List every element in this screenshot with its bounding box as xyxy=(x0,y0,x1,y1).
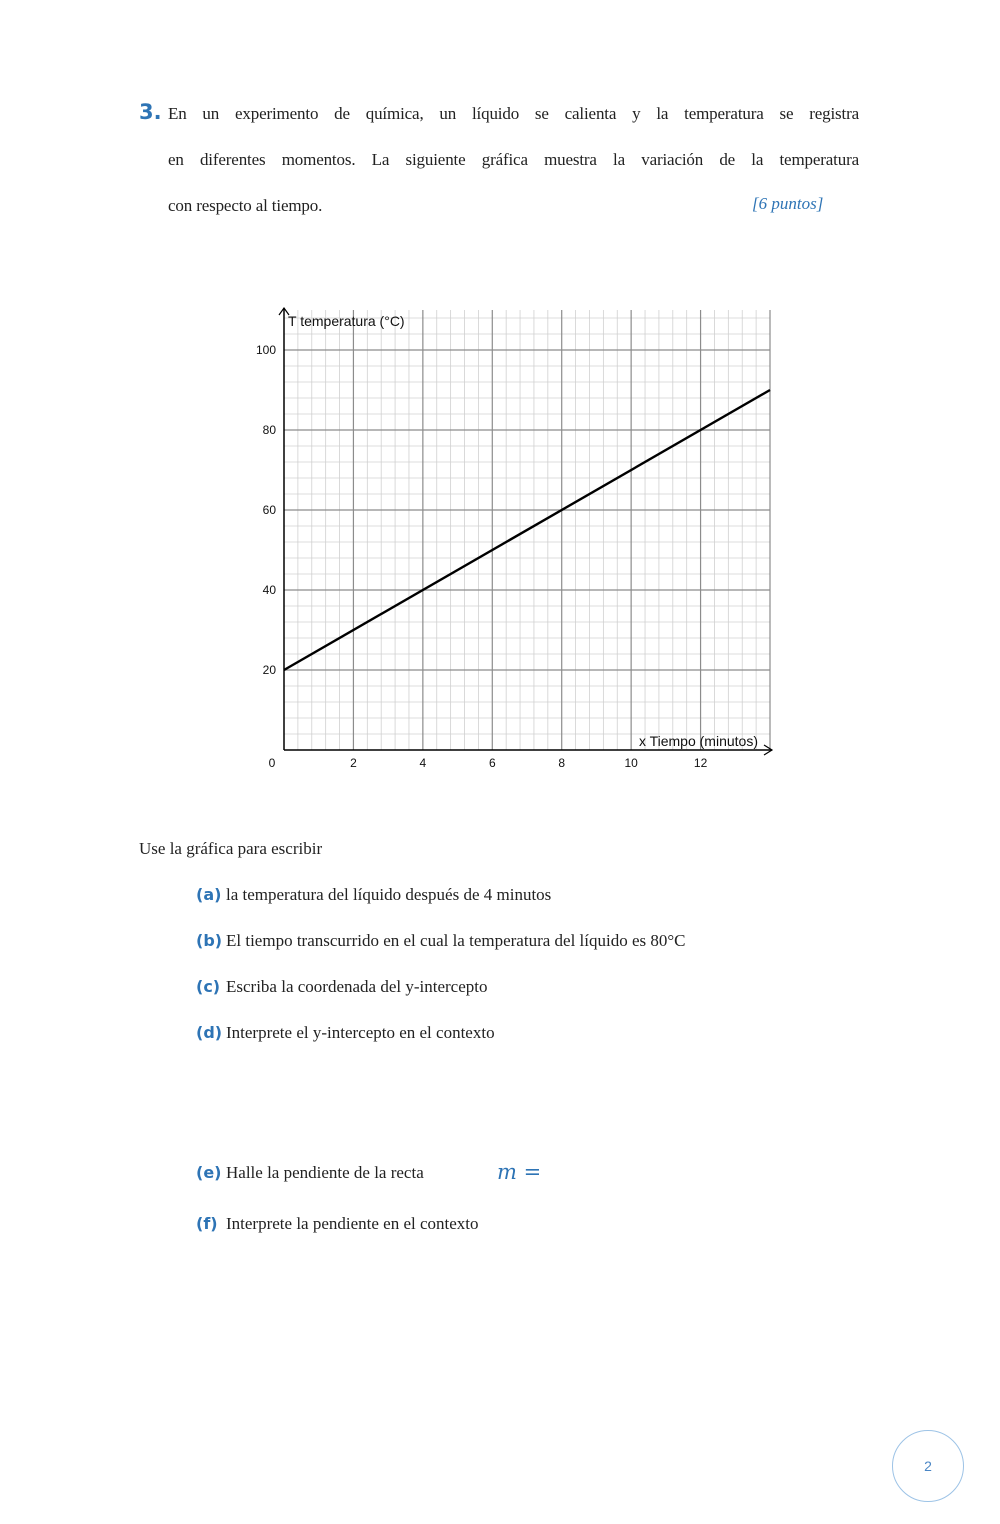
part-b-text: El tiempo transcurrido en el cual la temperatura del líquido es 80°C xyxy=(226,931,686,950)
instructions-intro: Use la gráfica para escribir xyxy=(139,839,323,858)
y-tick-label: 100 xyxy=(255,343,276,357)
question-number: 3. xyxy=(139,100,162,124)
y-tick-label: 40 xyxy=(262,583,276,597)
question-line-2: en diferentes momentos. La siguiente gráfica muestra la variación de la temperatura xyxy=(168,150,859,169)
page-number: 2 xyxy=(892,1430,964,1502)
part-f-text: Interprete la pendiente en el contexto xyxy=(226,1214,479,1233)
part-e-text: Halle la pendiente de la recta xyxy=(226,1163,424,1182)
y-tick-label: 60 xyxy=(262,503,276,517)
part-b xyxy=(196,931,686,951)
slope-m-label: m = xyxy=(497,1160,542,1184)
part-c xyxy=(196,977,487,997)
origin-label: 0 xyxy=(268,756,276,770)
x-axis-label: x Tiempo (minutos) xyxy=(638,733,758,749)
part-f xyxy=(196,1214,479,1234)
x-tick-label: 12 xyxy=(693,756,708,770)
part-a-text: la temperatura del líquido después de 4 minutos xyxy=(226,885,552,904)
y-tick-label: 20 xyxy=(262,663,276,677)
points-label: [6 puntos] xyxy=(752,194,824,213)
part-d-label: (d) xyxy=(196,1023,223,1042)
part-a xyxy=(196,885,551,905)
part-b-label: (b) xyxy=(196,931,223,950)
question-line-3: con respecto al tiempo. xyxy=(168,196,323,215)
x-tick-label: 8 xyxy=(558,756,566,770)
data-series xyxy=(284,390,770,670)
part-c-label: (c) xyxy=(196,977,221,996)
part-d xyxy=(196,1023,495,1043)
part-e xyxy=(196,1163,424,1183)
part-c-text: Escriba la coordenada del y-intercepto xyxy=(226,977,488,996)
x-tick-label: 6 xyxy=(488,756,496,770)
part-e-label: (e) xyxy=(196,1163,222,1182)
x-tick-label: 4 xyxy=(419,756,427,770)
temperature-time-chart xyxy=(240,300,800,780)
series-line xyxy=(284,390,770,670)
y-tick-label: 80 xyxy=(262,423,276,437)
part-d-text: Interprete el y-intercepto en el contexto xyxy=(226,1023,495,1042)
part-a-label: (a) xyxy=(196,885,222,904)
y-axis-label: T temperatura (°C) xyxy=(288,313,405,329)
x-tick-label: 10 xyxy=(624,756,638,770)
x-tick-label: 2 xyxy=(350,756,357,770)
part-f-label: (f) xyxy=(196,1214,218,1233)
question-line-1: En un experimento de química, un líquido se calienta y la temperatura se registra xyxy=(168,104,859,123)
